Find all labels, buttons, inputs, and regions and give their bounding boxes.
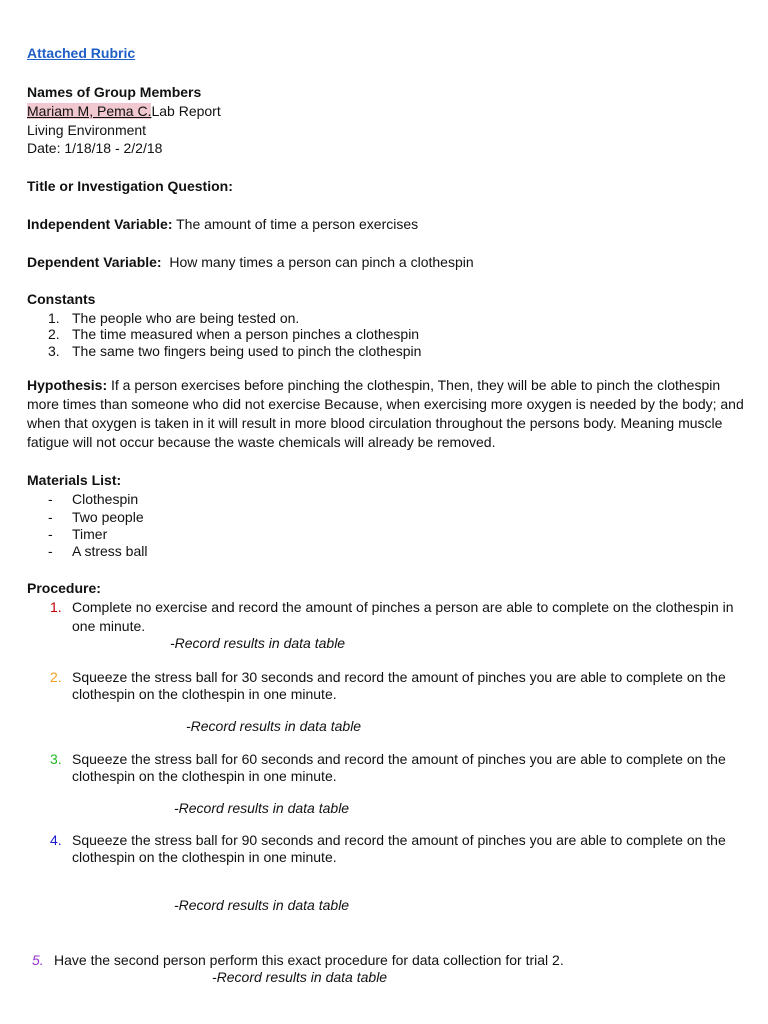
independent-variable-text: The amount of time a person exercises: [172, 216, 419, 232]
procedure-step-text: Squeeze the stress ball for 60 seconds and record the amount of pinches you are able to complete on the: [72, 751, 726, 767]
material-item: Timer: [72, 526, 108, 542]
date-line: Date: 1/18/18 - 2/2/18: [27, 140, 163, 156]
hypothesis-line-4: fatigue will not occur because the waste chemicals will already be removed.: [27, 434, 496, 450]
procedure-step-number: 2.: [50, 669, 62, 685]
dependent-variable: [27, 253, 474, 271]
procedure-step-text-cont: clothespin on the clothespin in one minute.: [72, 686, 337, 702]
group-member-names: Mariam M, Pema C.: [27, 103, 152, 119]
material-item: A stress ball: [72, 543, 148, 559]
procedure-step-text: Squeeze the stress ball for 90 seconds and record the amount of pinches you are able to complete on the: [72, 832, 726, 848]
procedure-heading: Procedure:: [27, 580, 101, 596]
procedure-step-text: Have the second person perform this exact procedure for data collection for trial 2.: [54, 952, 564, 968]
hypothesis-label: Hypothesis:: [27, 377, 108, 393]
hypothesis-line-1: [27, 376, 720, 394]
procedure-step-text-cont: clothespin on the clothespin in one minute.: [72, 849, 337, 865]
procedure-note: -Record results in data table: [174, 897, 350, 913]
bullet-dash: -: [48, 509, 53, 525]
procedure-step-text-cont: clothespin on the clothespin in one minute.: [72, 768, 337, 784]
constant-item: The people who are being tested on.: [72, 310, 300, 326]
bullet-dash: -: [48, 491, 53, 507]
dependent-variable-text: How many times a person can pinch a clothespin: [161, 254, 474, 270]
procedure-step-number: 1.: [50, 599, 62, 615]
dependent-variable-label: Dependent Variable:: [27, 254, 162, 270]
procedure-step-text-cont: one minute.: [72, 618, 146, 634]
course-name: Living Environment: [27, 122, 147, 138]
procedure-step-number: 3.: [50, 751, 62, 767]
procedure-step-text: Squeeze the stress ball for 30 seconds and record the amount of pinches you are able to complete on the: [72, 669, 726, 685]
independent-variable: [27, 215, 418, 233]
constant-number: 3.: [48, 343, 60, 359]
title-heading: Title or Investigation Question:: [27, 178, 233, 194]
lab-report-label: Lab Report: [151, 103, 221, 119]
procedure-note: -Record results in data table: [174, 800, 350, 816]
material-item: Clothespin: [72, 491, 139, 507]
hypothesis-line-3: when that oxygen is taken in it will result in more blood circulation throughout the persons body. Meaning muscle: [27, 415, 723, 431]
constant-number: 1.: [48, 310, 60, 326]
constant-item: The time measured when a person pinches a clothespin: [72, 326, 420, 342]
bullet-dash: -: [48, 543, 53, 559]
constant-number: 2.: [48, 326, 60, 342]
procedure-note: -Record results in data table: [186, 718, 362, 734]
materials-heading: Materials List:: [27, 472, 122, 488]
constant-item: The same two fingers being used to pinch the clothespin: [72, 343, 422, 359]
names-line: [27, 102, 221, 120]
independent-variable-label: Independent Variable:: [27, 216, 173, 232]
constants-heading: Constants: [27, 291, 96, 307]
hypothesis-text: If a person exercises before pinching the clothespin, Then, they will be able to pinch the clothespin: [107, 377, 721, 393]
attached-rubric-link[interactable]: Attached Rubric: [27, 45, 136, 61]
procedure-step-text: Complete no exercise and record the amount of pinches a person are able to complete on the clothespin in: [72, 599, 734, 615]
material-item: Two people: [72, 509, 144, 525]
procedure-note: -Record results in data table: [212, 969, 388, 985]
bullet-dash: -: [48, 526, 53, 542]
names-heading: Names of Group Members: [27, 84, 202, 100]
procedure-note: -Record results in data table: [170, 635, 346, 651]
procedure-step-number: 5.: [32, 952, 44, 968]
procedure-step-number: 4.: [50, 832, 62, 848]
hypothesis-line-2: more times than someone who did not exercise Because, when exercising more oxygen is needed by the body; and: [27, 396, 744, 412]
